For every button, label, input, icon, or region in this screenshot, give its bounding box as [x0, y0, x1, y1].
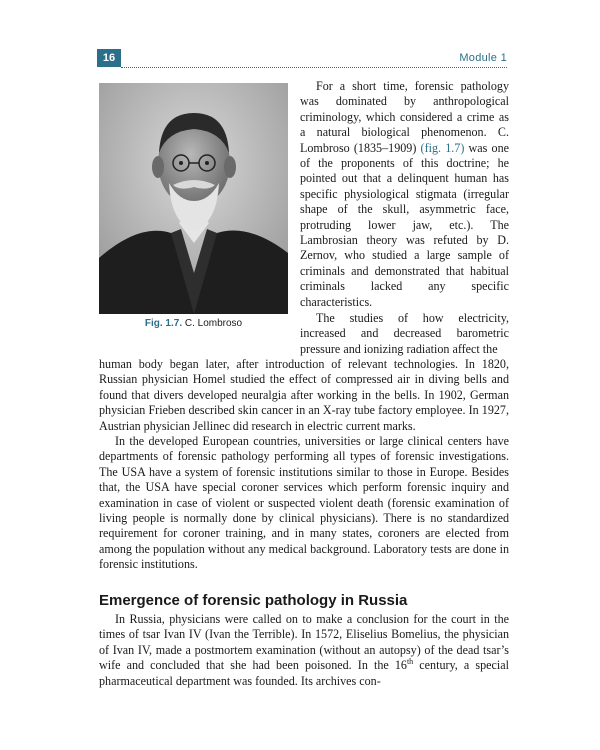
page-number: 16 — [97, 49, 121, 67]
body-paragraph-2 — [99, 434, 509, 573]
header-rule — [121, 67, 507, 68]
figure-caption — [99, 318, 288, 329]
superscript-th: th — [406, 657, 414, 667]
figure-reference-link[interactable]: (fig. 1.7) — [420, 140, 465, 155]
body-paragraph-1-text: human body began later, after introduction of relevant technologies. In 1820, Russian physician Homel studied the effect of compressed air in diving bells and found that divers developed neuralgia after working in the bells. In 1902, German physician Frieben described skin cancer in an X-ray tube factory employee. In 1927, Austrian physician Jellinec did research in electric current marks. — [99, 357, 509, 433]
module-label: Module 1 — [459, 52, 507, 64]
figure-label: Fig. 1.7. — [144, 318, 183, 329]
body-paragraph-1 — [99, 357, 509, 434]
section-paragraph-text-b: century, a special pharmaceutical department was founded. Its archives con- — [99, 658, 509, 688]
column-paragraph-2 — [300, 311, 509, 357]
portrait-illustration — [99, 83, 288, 314]
body-paragraph-2-text: In the developed European countries, universities or large clinical centers have departments of forensic pathology performing all types of forensic investigations. The USA have a system of forensic institutions similar to those in Europe. Besides that, the USA have special coroner services which perform forensic inquiry and examination in case of violent or suspected violent death (forensic examination of living people is normally done by clinical physicians). There is no standardized requirement for coroner training, and in many states, coroners are elected from among the population without any medical background. Laboratory tests are done in forensic institutions. — [99, 434, 509, 572]
section-paragraph — [99, 612, 509, 689]
column-paragraph-1-text-a: For a short time, forensic pathology was dominated by anthropological criminology, which considered a crime as a natural biological phenomenon. C. Lombroso (1835–1909) — [300, 79, 509, 155]
column-paragraph-1-text-b: was one of the proponents of this doctrine; he pointed out that a delinquent human has specific physiological stigmata (irregular shape of the skull, asymmetric face, protruding lower jaw, etc.). The Lambrosian theory was refuted by D. Zernov, who studied a large sample of criminals and demonstrated that habitual criminals lacked any specific characteristics. — [300, 140, 509, 309]
column-paragraph-2-text: The studies of how electricity, increased and decreased barometric pressure and ionizing radiation affect the — [300, 311, 509, 356]
section-heading: Emergence of forensic pathology in Russia — [99, 592, 408, 609]
lombroso-portrait — [99, 83, 288, 314]
column-paragraph-1 — [300, 79, 509, 310]
section-paragraph-text-a: In Russia, physicians were called on to make a conclusion for the court in the times of tsar Ivan IV (Ivan the Terrible). In 1572, Eliselius Bomelius, the physician of Ivan IV, made a postmortem examination (without an autopsy) of the dead tsar’s wife and concluded that she had been poisoned. In the 16 — [99, 612, 509, 673]
figure-caption-text: C. Lombroso — [184, 318, 243, 329]
